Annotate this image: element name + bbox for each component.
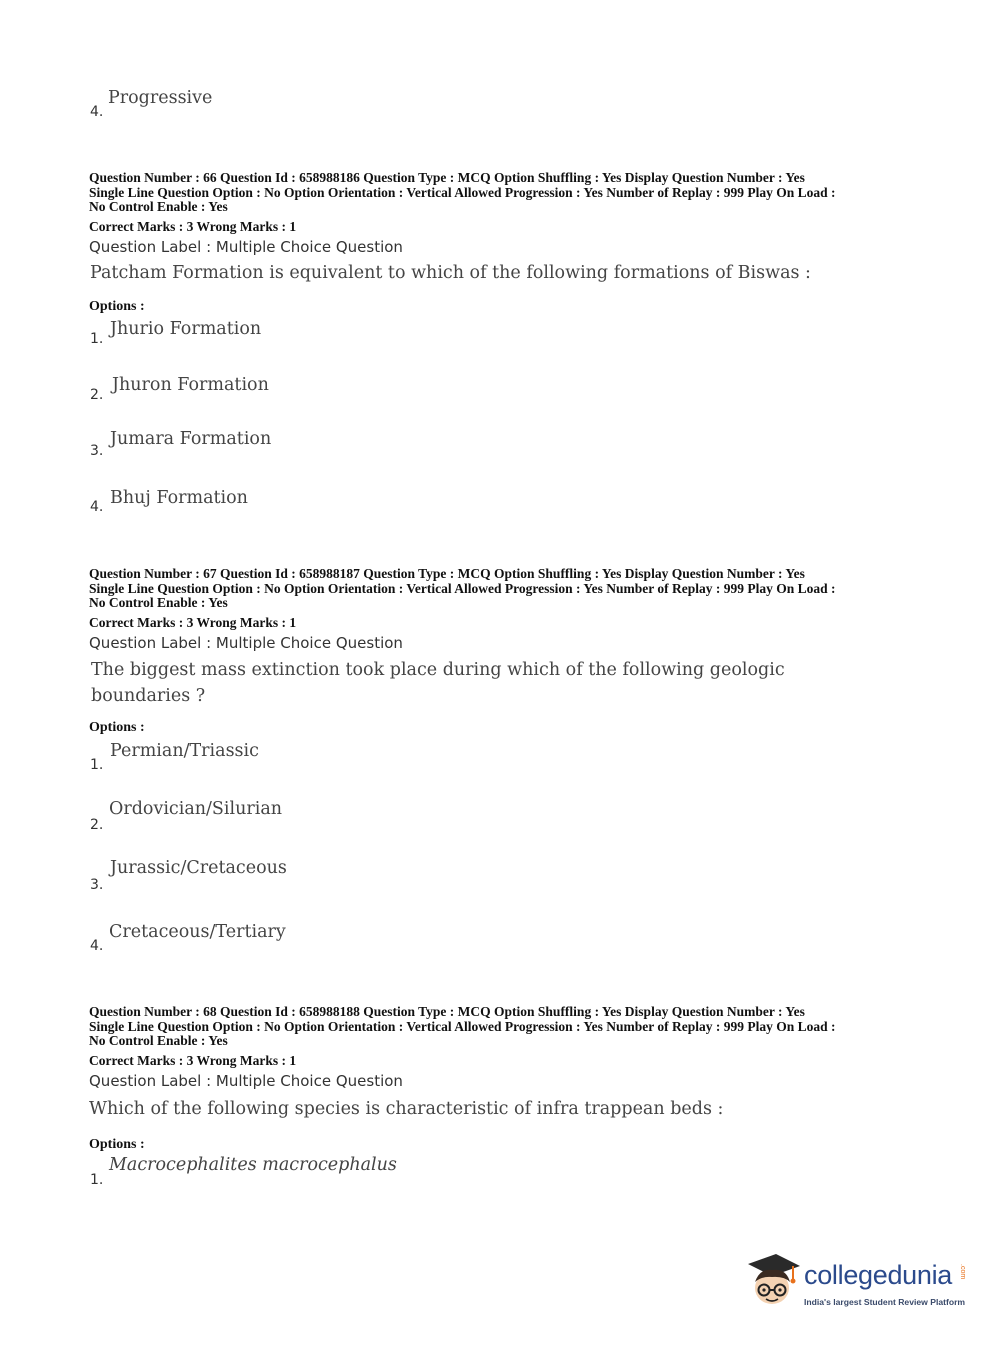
question-text: The biggest mass extinction took place during which of the following geologic bbox=[91, 660, 785, 680]
collegedunia-logo[interactable] bbox=[742, 1250, 972, 1318]
option-text: Permian/Triassic bbox=[110, 741, 259, 761]
question-meta-line: Question Number : 66 Question Id : 658988186 Question Type : MCQ Option Shuffling : Yes Display Question Number : Yes bbox=[89, 170, 805, 185]
options-heading: Options : bbox=[89, 1137, 145, 1152]
option-number: 2. bbox=[90, 387, 104, 403]
option-number: 2. bbox=[90, 817, 104, 833]
option-number: 4. bbox=[90, 938, 104, 954]
option-number: 1. bbox=[90, 331, 104, 347]
question-meta-line: Question Number : 67 Question Id : 658988187 Question Type : MCQ Option Shuffling : Yes Display Question Number : Yes bbox=[89, 566, 805, 581]
question-label: Question Label : Multiple Choice Question bbox=[89, 634, 403, 652]
option-text: Jurassic/Cretaceous bbox=[110, 858, 287, 878]
question-text: Patcham Formation is equivalent to which of the following formations of Biswas : bbox=[90, 263, 811, 283]
option-text: Jhuron Formation bbox=[112, 375, 269, 395]
option-text: Jumara Formation bbox=[110, 429, 272, 449]
question-marks: Correct Marks : 3 Wrong Marks : 1 bbox=[89, 1053, 297, 1068]
option-text: Cretaceous/Tertiary bbox=[109, 922, 286, 942]
question-meta-line: Single Line Question Option : No Option Orientation : Vertical Allowed Progression : Yes Number of Replay : 999 Play On Load : bbox=[89, 184, 836, 200]
question-label: Question Label : Multiple Choice Question bbox=[89, 238, 403, 256]
question-meta-line: Single Line Question Option : No Option Orientation : Vertical Allowed Progression : Yes Number of Replay : 999 Play On Load : bbox=[89, 580, 836, 596]
option-number: 3. bbox=[90, 443, 104, 459]
mascot-icon bbox=[742, 1250, 804, 1312]
option-number: 1. bbox=[90, 1172, 104, 1188]
question-marks: Correct Marks : 3 Wrong Marks : 1 bbox=[89, 219, 297, 234]
option-text: Bhuj Formation bbox=[110, 488, 248, 508]
option-text: Jhurio Formation bbox=[110, 319, 262, 339]
question-label: Question Label : Multiple Choice Question bbox=[89, 1072, 403, 1090]
question-meta-line: No Control Enable : Yes bbox=[89, 1033, 228, 1048]
option-number: 3. bbox=[90, 877, 104, 893]
prev-option-number: 4. bbox=[90, 104, 104, 120]
question-meta-line: Question Number : 68 Question Id : 658988188 Question Type : MCQ Option Shuffling : Yes Display Question Number : Yes bbox=[89, 1004, 805, 1019]
question-meta-line: Single Line Question Option : No Option Orientation : Vertical Allowed Progression : Yes Number of Replay : 999 Play On Load : bbox=[89, 1018, 836, 1034]
question-meta-line: No Control Enable : Yes bbox=[89, 595, 228, 610]
brand-tagline: India's largest Student Review Platform bbox=[804, 1297, 966, 1307]
question-marks: Correct Marks : 3 Wrong Marks : 1 bbox=[89, 615, 297, 630]
question-text: boundaries ? bbox=[91, 686, 206, 706]
question-text: Which of the following species is characteristic of infra trappean beds : bbox=[89, 1099, 724, 1119]
brand-suffix: .com bbox=[959, 1264, 966, 1280]
option-number: 4. bbox=[90, 499, 104, 515]
prev-option-text: Progressive bbox=[108, 88, 213, 108]
option-text: Ordovician/Silurian bbox=[109, 799, 283, 819]
options-heading: Options : bbox=[89, 720, 145, 735]
option-text: Macrocephalites macrocephalus bbox=[109, 1155, 397, 1175]
brand-name: collegedunia bbox=[804, 1260, 953, 1290]
option-number: 1. bbox=[90, 757, 104, 773]
options-heading: Options : bbox=[89, 299, 145, 314]
question-meta-line: No Control Enable : Yes bbox=[89, 199, 228, 214]
